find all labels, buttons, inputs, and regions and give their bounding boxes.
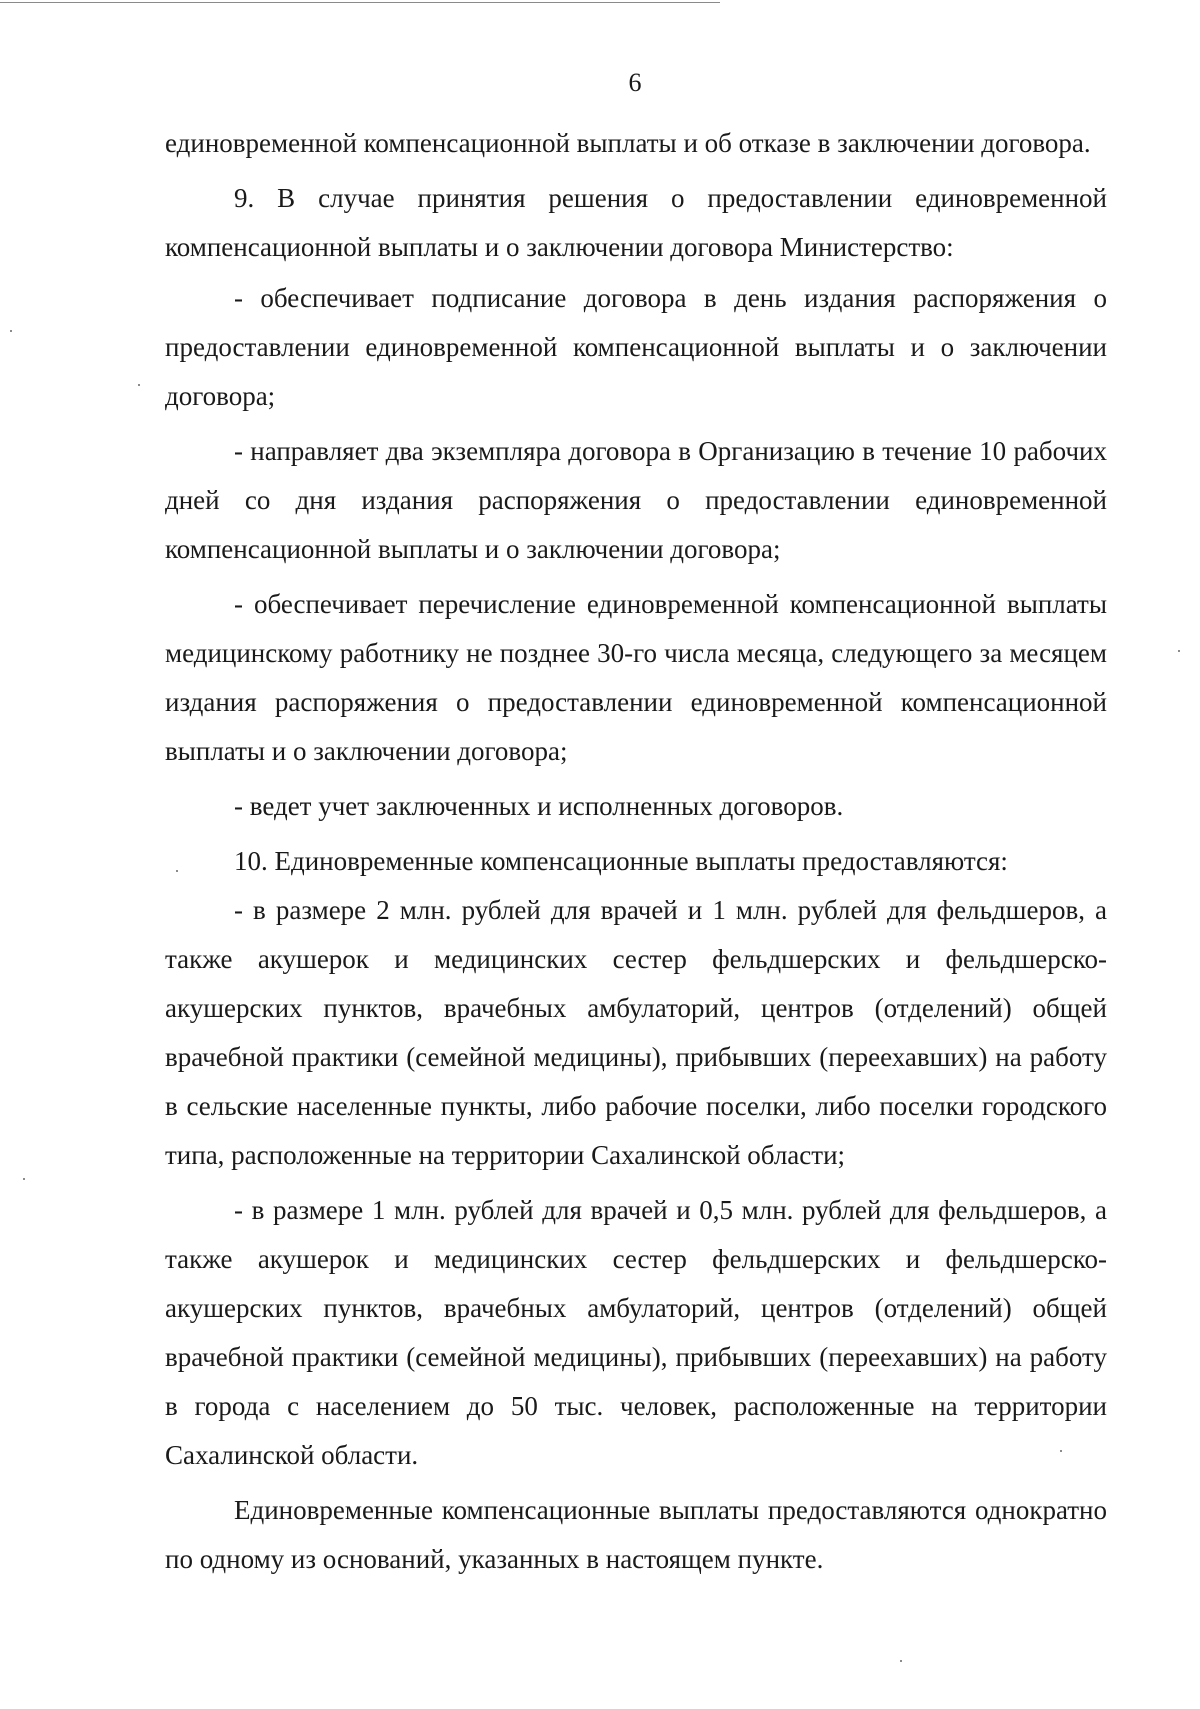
paragraph-continuation: единовременной компенсационной выплаты и об отказе в заключении договора. [165,128,1091,158]
list-item-signing: - обеспечивает подписание договора в день издания распоряжения о предоставлении единовременной компенсационной выплаты и о заключении договора; [165,283,1107,411]
scan-speck [1178,650,1180,652]
list-item-rural-payment: - в размере 2 млн. рублей для врачей и 1 млн. рублей для фельдшеров, а также акушерок и медицинских сестер фельдшерских и фельдшерско-акушерских пунктов, врачебных амбулаторий, центров (отделений) общей врачебной практики (семейной медицины), прибывших (переехавших) на работу в сельские населенные пункты, либо рабочие поселки, либо поселки городского типа, расположенные на территории Сахалинской области; [165,895,1107,1170]
list-item-sending-copies: - направляет два экземпляра договора в Организацию в течение 10 рабочих дней со дня издания распоряжения о предоставлении единовременной компенсационной выплаты и о заключении договора; [165,436,1107,564]
scan-speck [10,330,12,332]
paragraph-clause-10: 10. Единовременные компенсационные выплаты предоставляются: [234,846,1008,876]
paragraph-one-time-payment: Единовременные компенсационные выплаты предоставляются однократно по одному из оснований, указанных в настоящем пункте. [165,1495,1107,1574]
scan-top-edge-line [0,2,720,3]
document-body [165,119,1107,1584]
paragraph-clause-9: 9. В случае принятия решения о предоставлении единовременной компенсационной выплаты и о заключении договора Министерство: [165,183,1107,262]
list-item-payment-transfer: - обеспечивает перечисление единовременной компенсационной выплаты медицинскому работнику не позднее 30-го числа месяца, следующего за месяцем издания распоряжения о предоставлении единовременной компенсационной выплаты и о заключении договора; [165,589,1107,766]
scan-speck [23,1178,25,1180]
scan-speck [900,1660,902,1662]
scan-speck [1060,1450,1062,1452]
list-item-contract-records: - ведет учет заключенных и исполненных договоров. [234,791,844,821]
page-number: 6 [628,68,642,97]
scan-speck [176,870,178,872]
list-item-town-payment: - в размере 1 млн. рублей для врачей и 0,5 млн. рублей для фельдшеров, а также акушерок и медицинских сестер фельдшерских и фельдшерско-акушерских пунктов, врачебных амбулаторий, центров (отделений) общей врачебной практики (семейной медицины), прибывших (переехавших) на работу в города с населением до 50 тыс. человек, расположенные на территории Сахалинской области. [165,1195,1107,1470]
scan-speck [138,384,140,386]
